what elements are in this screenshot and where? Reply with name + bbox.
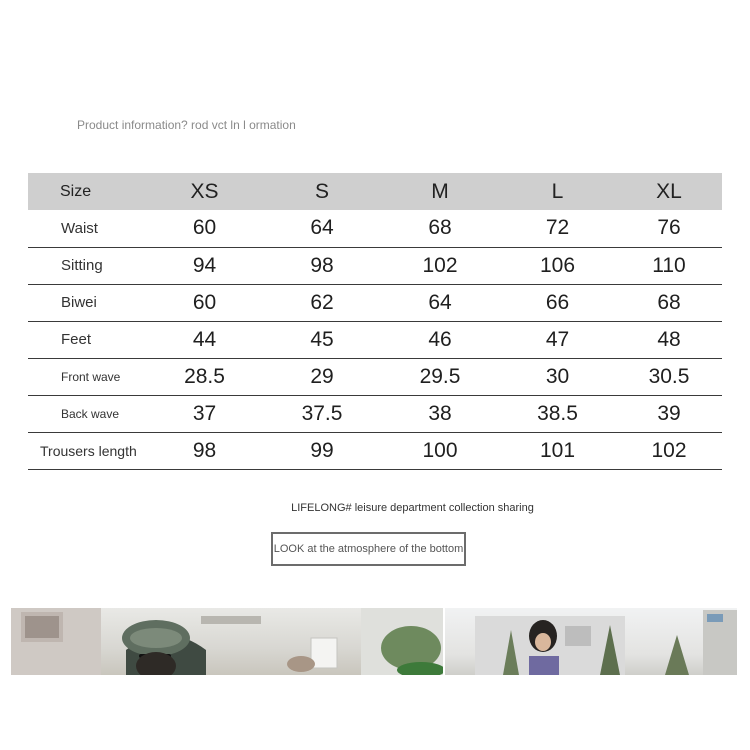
size-l: L xyxy=(551,179,564,203)
table-cell: 29.5 xyxy=(419,364,461,388)
table-cell: 47 xyxy=(545,327,570,351)
table-cell: 30 xyxy=(545,364,570,388)
table-cell: 102 xyxy=(651,438,687,462)
table-cell: 44 xyxy=(192,327,217,351)
size-header-label: Size xyxy=(60,182,92,200)
size-header-row xyxy=(28,173,722,210)
row-label-front-wave: Front wave xyxy=(61,369,121,384)
row-label-feet: Feet xyxy=(61,331,92,348)
row-label-biwei: Biwei xyxy=(61,294,97,311)
table-cell: 72 xyxy=(545,216,570,240)
table-row-biwei xyxy=(28,284,722,321)
table-cell: 48 xyxy=(657,327,681,351)
table-cell: 76 xyxy=(657,216,681,240)
table-cell: 98 xyxy=(192,438,217,462)
size-m: M xyxy=(431,179,449,203)
look-banner: LOOK at the atmosphere of the bottom xyxy=(271,532,466,566)
table-cell: 98 xyxy=(310,253,334,277)
table-cell: 29 xyxy=(310,364,334,388)
table-cell: 64 xyxy=(428,290,452,314)
size-xs: XS xyxy=(190,179,219,203)
row-label-waist: Waist xyxy=(61,219,98,237)
table-cell: 37 xyxy=(192,401,217,425)
table-cell: 60 xyxy=(192,290,217,314)
table-cell: 64 xyxy=(310,216,334,240)
table-cell: 101 xyxy=(539,438,576,462)
table-cell: 68 xyxy=(657,290,681,314)
table-cell: 30.5 xyxy=(648,364,690,388)
product-info-heading: Product information? rod vct ln l ormation xyxy=(77,118,296,132)
row-label-back-wave: Back wave xyxy=(61,406,120,421)
table-cell: 68 xyxy=(428,216,452,240)
table-cell: 62 xyxy=(310,290,334,314)
brand-caption: LIFELONG# leisure department collection sharing xyxy=(291,502,534,514)
table-row-back-wave xyxy=(28,395,722,432)
photo-left xyxy=(11,608,443,675)
row-label-trousers-length: Trousers length xyxy=(40,442,137,459)
row-label-sitting: Sitting xyxy=(61,257,103,274)
photo-right xyxy=(445,608,737,675)
table-cell: 46 xyxy=(428,327,452,351)
table-cell: 66 xyxy=(545,290,570,314)
table-row-front-wave xyxy=(28,358,722,395)
table-row-sitting xyxy=(28,247,722,284)
table-cell: 94 xyxy=(192,253,217,277)
table-row-trousers-length xyxy=(28,432,722,469)
table-cell: 102 xyxy=(422,253,458,277)
table-cell: 110 xyxy=(652,253,686,277)
table-row-feet xyxy=(28,321,722,358)
table-row-waist xyxy=(28,210,722,247)
size-table xyxy=(28,173,722,470)
table-cell: 39 xyxy=(657,401,681,425)
table-cell: 38 xyxy=(428,401,452,425)
table-cell: 38.5 xyxy=(537,401,578,425)
size-s: S xyxy=(314,179,329,203)
table-cell: 106 xyxy=(539,253,576,277)
photo-left-illustration xyxy=(11,608,443,675)
table-cell: 100 xyxy=(422,438,458,462)
table-cell: 60 xyxy=(192,216,217,240)
size-xl: XL xyxy=(656,179,682,203)
table-cell: 99 xyxy=(310,438,334,462)
table-cell: 28.5 xyxy=(184,364,225,388)
photo-right-illustration xyxy=(445,608,737,675)
table-cell: 37.5 xyxy=(301,401,343,425)
table-cell: 45 xyxy=(310,327,334,351)
